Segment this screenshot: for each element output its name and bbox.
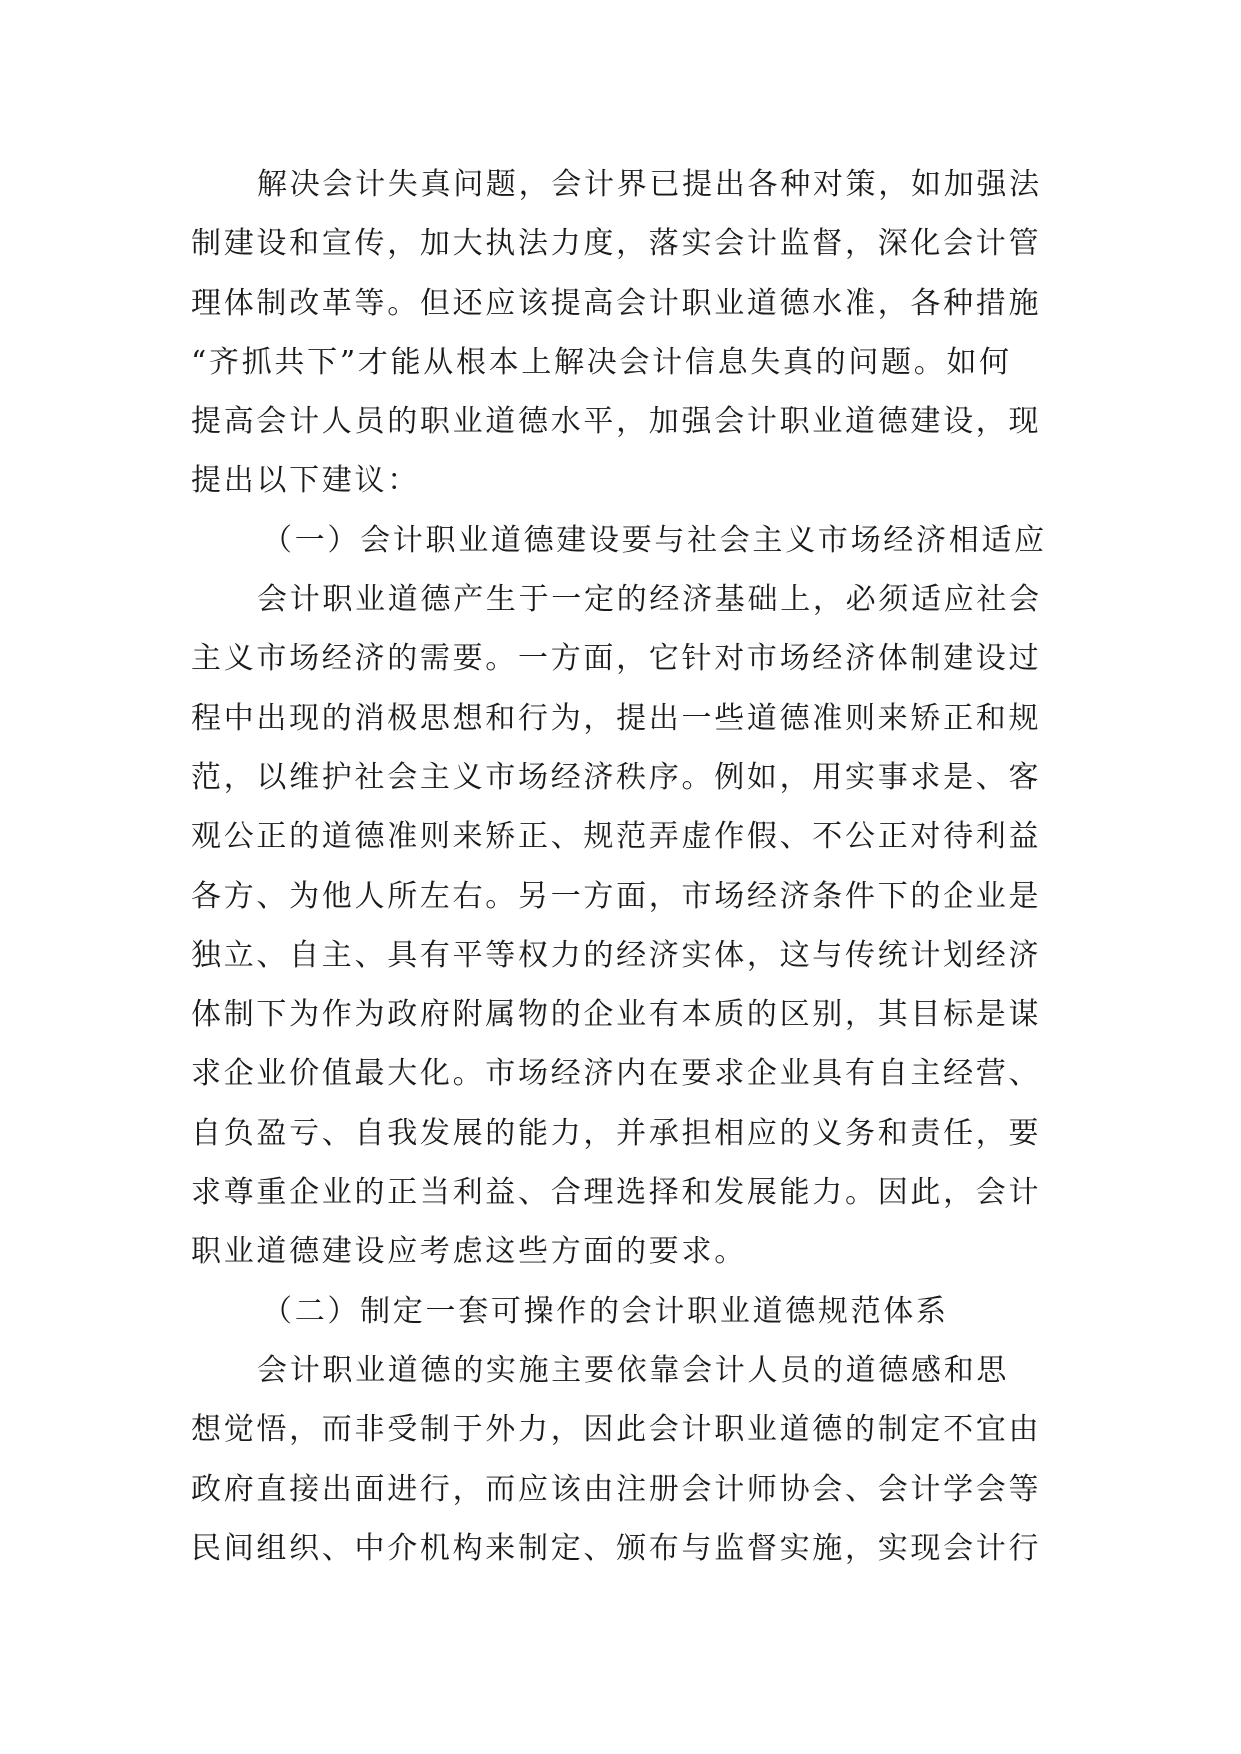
paragraph-line: 会计职业道德产生于一定的经济基础上，必须适应社会 [257, 582, 1042, 618]
paragraph-line: 理体制改革等。但还应该提高会计职业道德水准，各种措施 [191, 285, 1042, 321]
paragraph-line: 程中出现的消极思想和行为，提出一些道德准则来矫正和规 [191, 700, 1042, 736]
paragraph-line: 求企业价值最大化。市场经济内在要求企业具有自主经营、 [191, 1056, 1042, 1092]
paragraph-line: 解决会计失真问题，会计界已提出各种对策，如加强法 [257, 167, 1042, 202]
document-body [191, 155, 1071, 1578]
paragraph-line: 职业道德建设应考虑这些方面的要求。 [191, 1234, 747, 1270]
paragraph-line: 政府直接出面进行，而应该由注册会计师协会、会计学会等 [191, 1471, 1042, 1507]
paragraph-line: “齐抓共下”才能从根本上解决会计信息失真的问题。如何 [191, 344, 1012, 380]
paragraph-line: 制建设和宣传，加大执法力度，落实会计监督，深化会计管 [191, 226, 1042, 262]
paragraph-line: 体制下为作为政府附属物的企业有本质的区别，其目标是谋 [191, 997, 1042, 1033]
paragraph-line: 会计职业道德的实施主要依靠会计人员的道德感和思 [257, 1352, 1010, 1388]
paragraph-line: 想觉悟，而非受制于外力，因此会计职业道德的制定不宜由 [191, 1412, 1042, 1448]
paragraph-line: 独立、自主、具有平等权力的经济实体，这与传统计划经济 [191, 937, 1042, 973]
paragraph-line: 提出以下建议： [191, 463, 420, 499]
paragraph-line: 自负盈亏、自我发展的能力，并承担相应的义务和责任，要 [191, 1115, 1042, 1151]
paragraph-line: 民间组织、中介机构来制定、颁布与监督实施，实现会计行 [191, 1530, 1042, 1566]
paragraph-line: 提高会计人员的职业道德水平，加强会计职业道德建设，现 [191, 404, 1042, 440]
paragraph-line: 各方、为他人所左右。另一方面，市场经济条件下的企业是 [191, 878, 1042, 914]
paragraph-line: 主义市场经济的需要。一方面，它针对市场经济体制建设过 [191, 641, 1042, 677]
paragraph-line: 求尊重企业的正当利益、合理选择和发展能力。因此，会计 [191, 1175, 1042, 1211]
section-heading: （一）会计职业道德建设要与社会主义市场经济相适应 [262, 522, 1047, 558]
section-heading: （二）制定一套可操作的会计职业道德规范体系 [262, 1293, 949, 1329]
paragraph-line: 范，以维护社会主义市场经济秩序。例如，用实事求是、客 [191, 759, 1042, 795]
paragraph-line: 观公正的道德准则来矫正、规范弄虚作假、不公正对待利益 [191, 819, 1042, 855]
